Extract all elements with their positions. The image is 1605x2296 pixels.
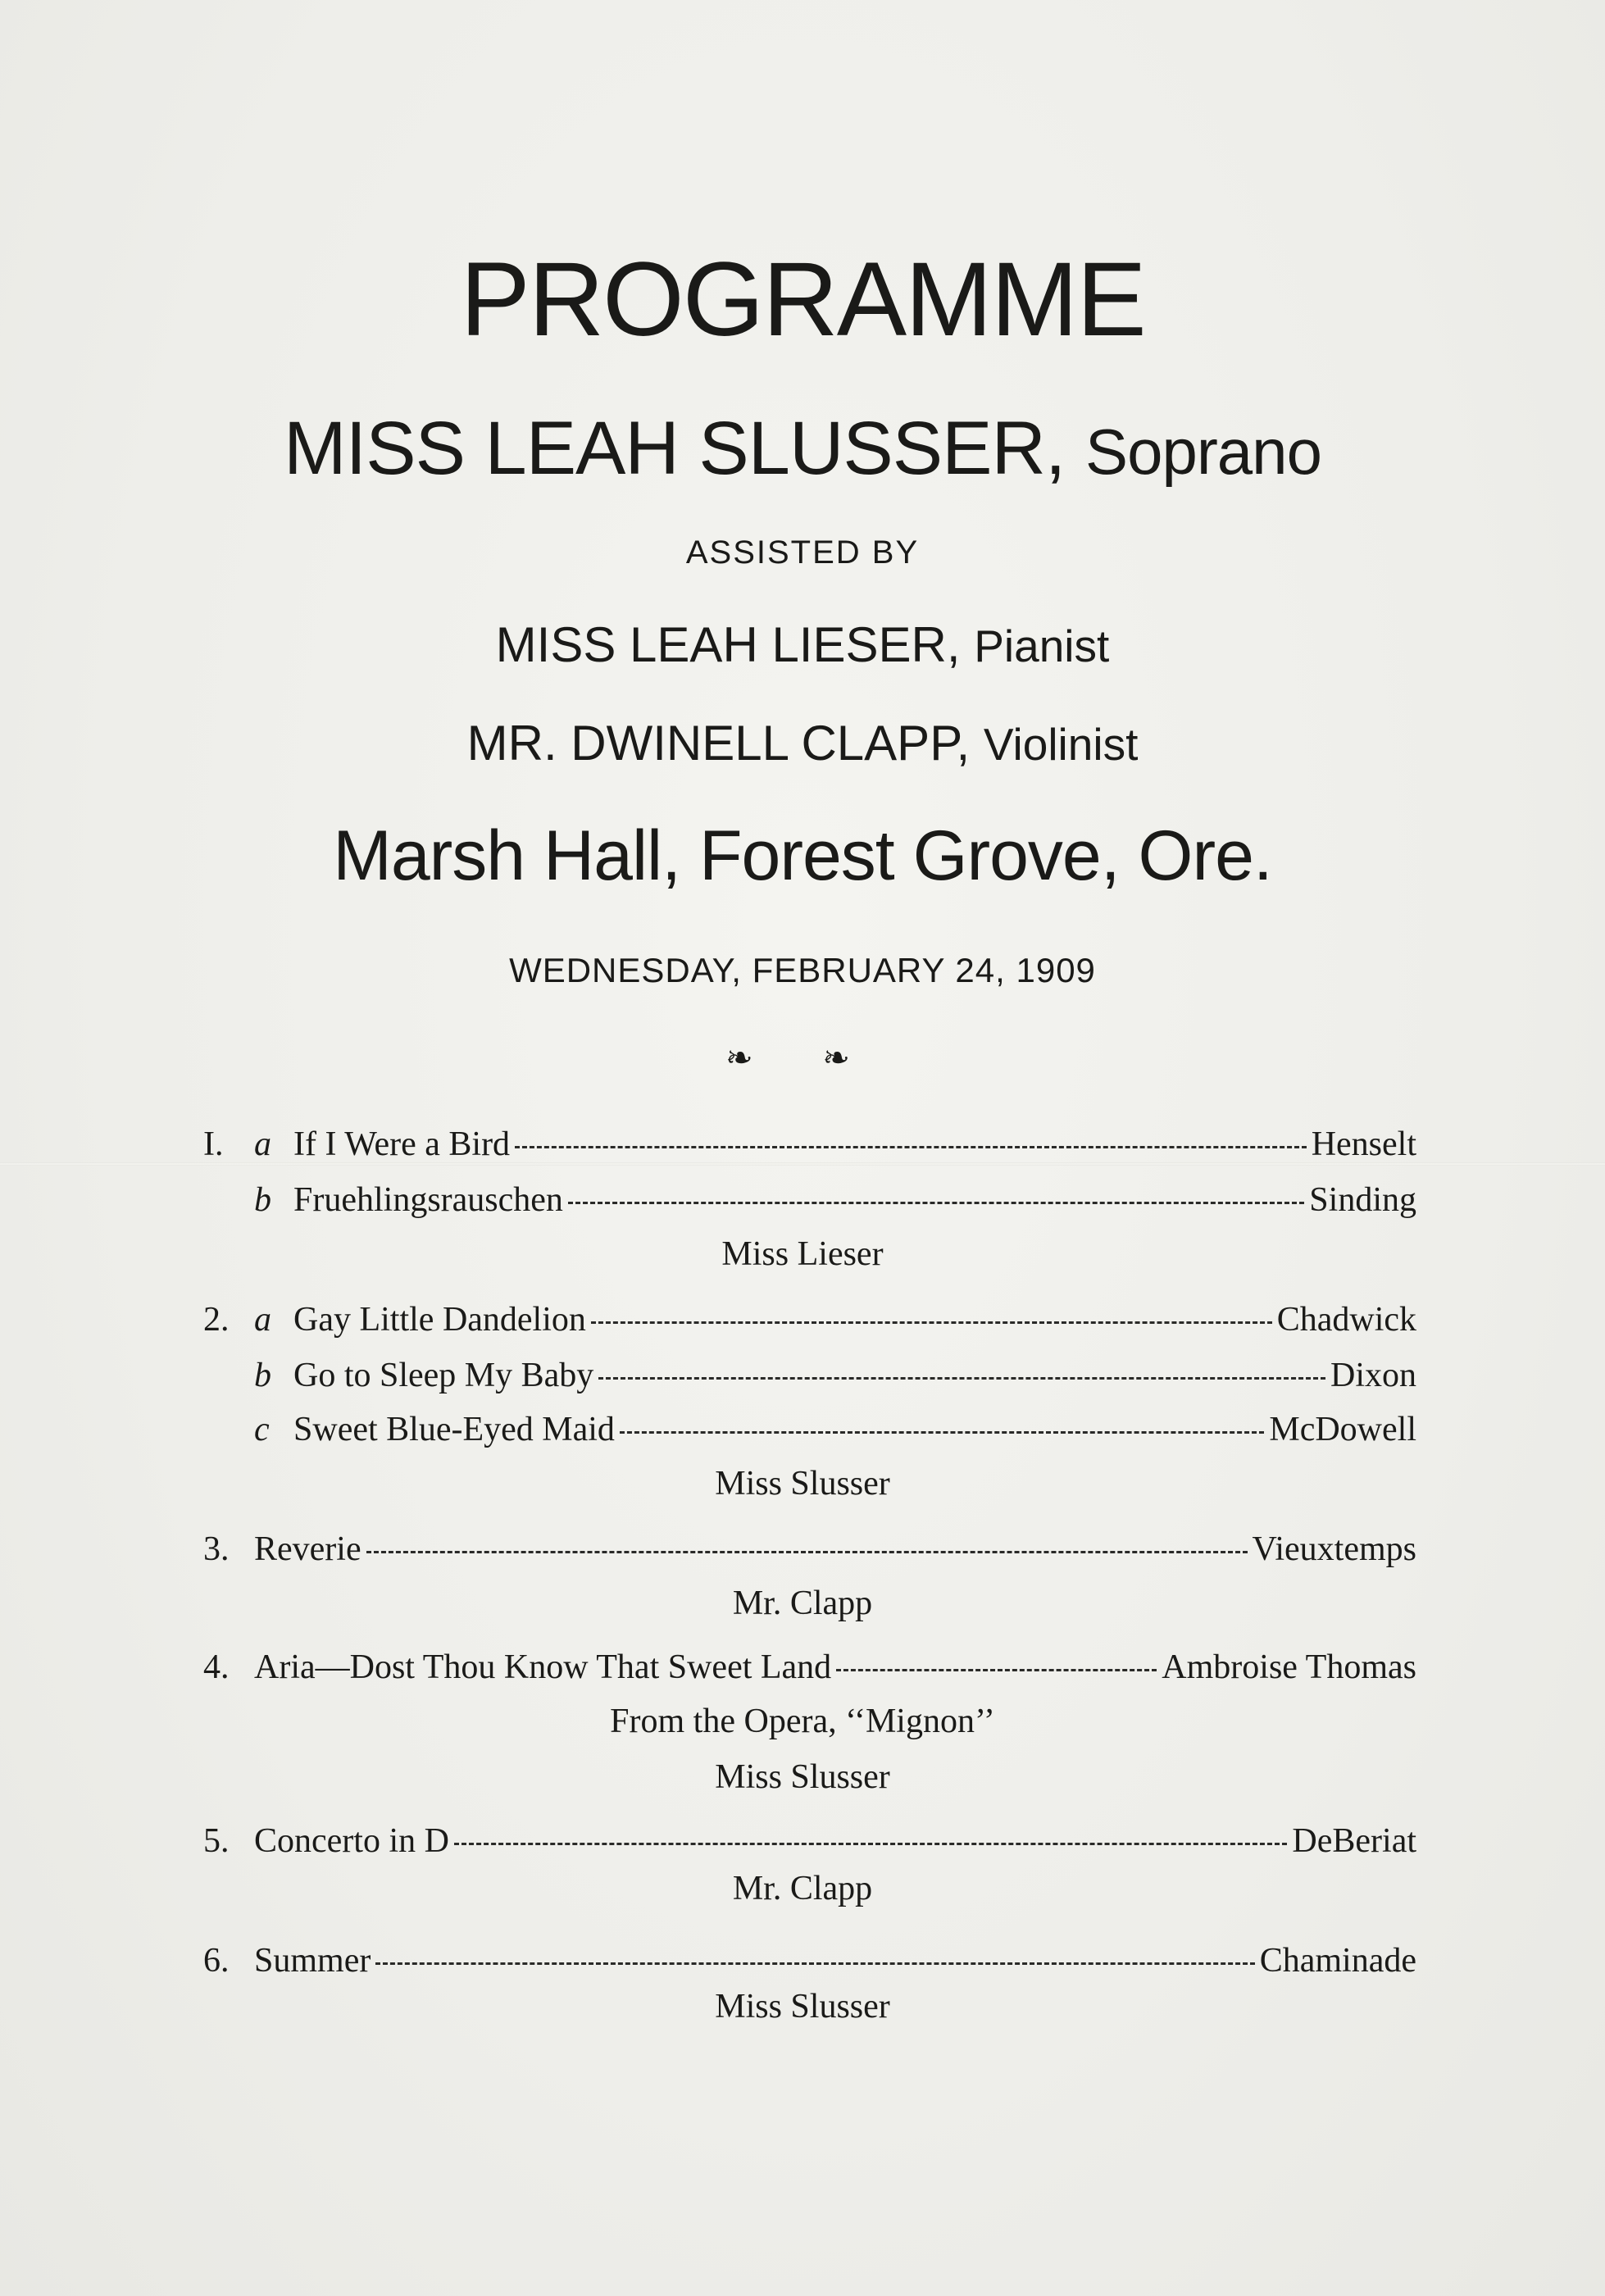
dotted-leader: [366, 1551, 1248, 1553]
main-performer-role: Soprano: [1085, 416, 1321, 488]
piece-title: Concerto in D: [254, 1822, 449, 1860]
main-performer-name: MISS LEAH SLUSSER,: [284, 407, 1066, 490]
fleuron-ornament: ❧ ❧: [725, 1039, 880, 1077]
item-letter: b: [254, 1357, 271, 1394]
piece-title: Go to Sleep My Baby: [293, 1357, 594, 1394]
piece-title: If I Were a Bird: [293, 1125, 511, 1163]
assistant-role: Pianist: [974, 621, 1110, 671]
programme-item-row: [203, 1300, 1416, 1348]
composer: DeBeriat: [1292, 1822, 1416, 1860]
performer-credit: Miss Slusser: [715, 1465, 890, 1503]
item-number: I.: [203, 1125, 224, 1163]
performer-credit: Mr. Clapp: [732, 1870, 873, 1907]
dotted-leader: [836, 1669, 1157, 1671]
performer-credit: Miss Slusser: [715, 1988, 890, 2025]
piece-title: Summer: [254, 1942, 371, 1980]
composer: Chaminade: [1259, 1942, 1416, 1980]
performer-credit: Mr. Clapp: [732, 1584, 873, 1622]
item-number: 5.: [203, 1822, 230, 1860]
item-letter: a: [254, 1125, 271, 1163]
item-number: 6.: [203, 1942, 230, 1980]
item-letter: c: [254, 1411, 270, 1448]
composer: Henselt: [1311, 1125, 1416, 1163]
page-title: PROGRAMME: [460, 241, 1145, 358]
programme-item-row: [203, 1530, 1416, 1577]
composer: Chadwick: [1276, 1301, 1416, 1339]
piece-title: Gay Little Dandelion: [293, 1301, 586, 1339]
piece-title: Fruehlingsrauschen: [293, 1181, 563, 1219]
programme-item-row: [203, 1180, 1416, 1228]
programme-item-row: [203, 1125, 1416, 1172]
composer: Vieuxtemps: [1252, 1530, 1416, 1568]
dotted-leader: [568, 1202, 1304, 1204]
item-number: 3.: [203, 1530, 230, 1568]
dotted-leader: [375, 1962, 1254, 1965]
assisted-by-label: ASSISTED BY: [685, 534, 920, 571]
programme-item-row: [203, 1356, 1416, 1403]
opera-note: From the Opera, ‘‘Mignon’’: [610, 1703, 995, 1740]
assistant-role: Violinist: [983, 719, 1139, 770]
dotted-leader: [591, 1321, 1272, 1324]
composer: McDowell: [1269, 1411, 1416, 1448]
assistant-name: MR. DWINELL CLAPP,: [466, 716, 971, 771]
piece-title: Aria—Dost Thou Know That Sweet Land: [254, 1648, 832, 1686]
performer-credit: Miss Lieser: [721, 1235, 884, 1273]
concert-date: WEDNESDAY, FEBRUARY 24, 1909: [509, 951, 1096, 989]
composer: Dixon: [1330, 1357, 1416, 1394]
item-letter: b: [254, 1181, 271, 1219]
venue: Marsh Hall, Forest Grove, Ore.: [333, 816, 1272, 895]
programme-item-row: [203, 1410, 1416, 1457]
programme-item-row: [203, 1821, 1416, 1869]
item-number: 2.: [203, 1301, 230, 1339]
item-letter: a: [254, 1301, 271, 1339]
dotted-leader: [454, 1843, 1287, 1845]
dotted-leader: [515, 1146, 1307, 1148]
programme-item-row: [203, 1941, 1416, 1989]
assistant-name: MISS LEAH LIESER,: [495, 617, 961, 672]
composer: Sinding: [1309, 1181, 1416, 1219]
piece-title: Sweet Blue-Eyed Maid: [293, 1411, 615, 1448]
composer: Ambroise Thomas: [1162, 1648, 1416, 1686]
dotted-leader: [598, 1377, 1325, 1380]
programme-item-row: [203, 1648, 1416, 1695]
dotted-leader: [620, 1431, 1264, 1434]
item-number: 4.: [203, 1648, 230, 1686]
piece-title: Reverie: [254, 1530, 361, 1568]
performer-credit: Miss Slusser: [715, 1758, 890, 1796]
